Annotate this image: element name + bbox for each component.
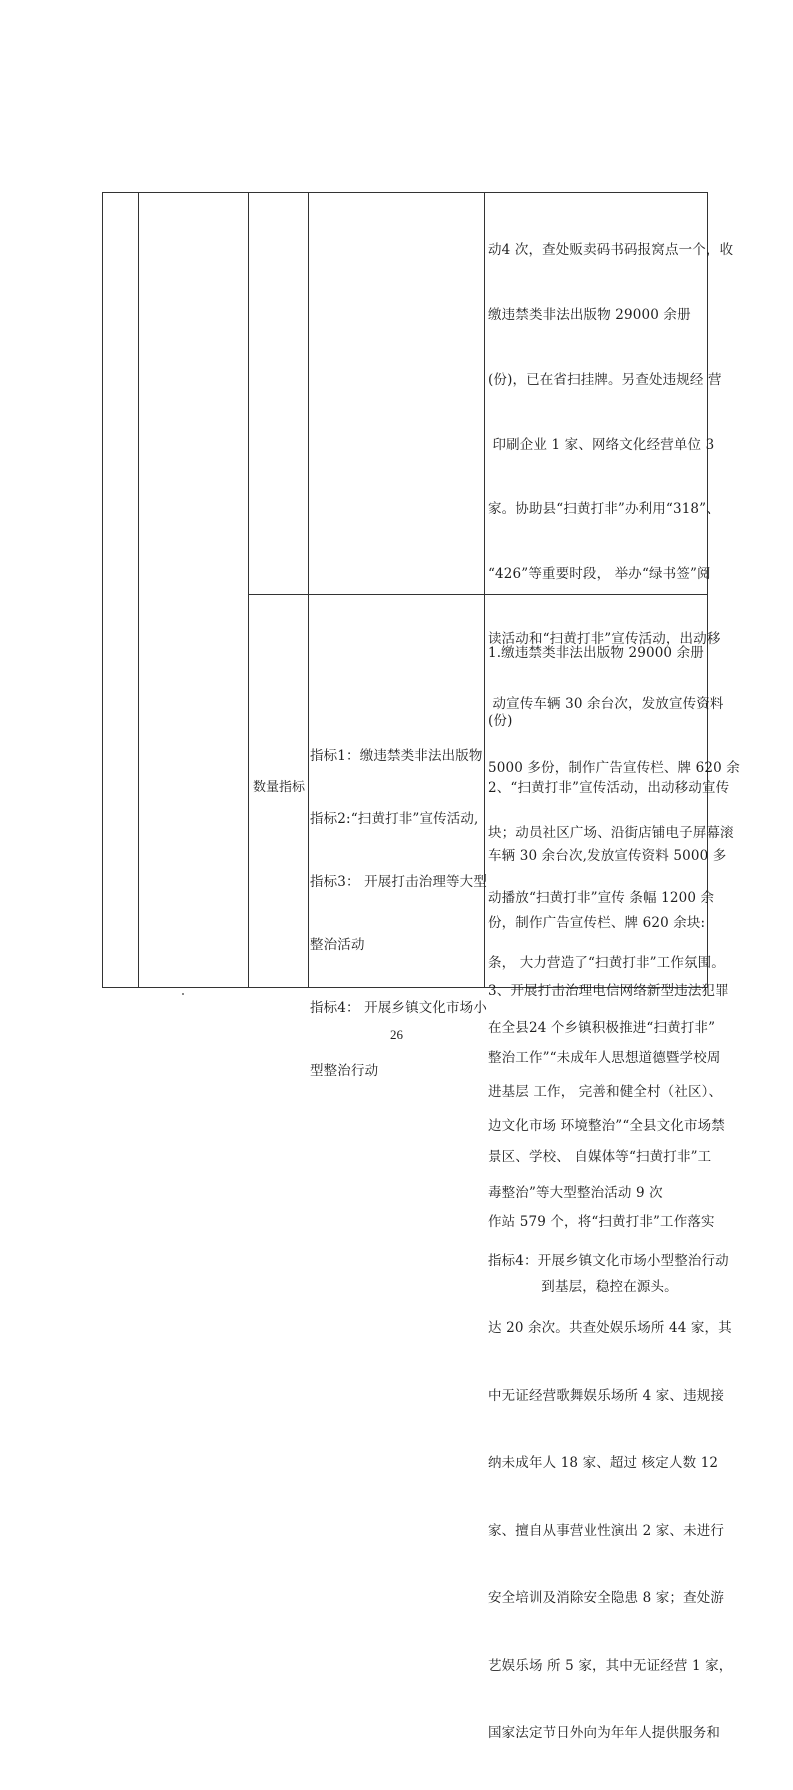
- indicator-line: 指标4： 开展乡镇文化市场小: [310, 1000, 487, 1016]
- value-line: 纳未成年人 18 家、超过 核定人数 12: [488, 1455, 719, 1471]
- text-line: (份)，已在省扫挂牌。另查处违规经 营: [488, 371, 722, 388]
- column-divider-1: [138, 192, 139, 988]
- text-line: 进基层 工作， 完善和健全村（社区）、: [488, 1084, 723, 1101]
- value-line: (份): [488, 712, 513, 729]
- text-line: 景区、学校、 自媒体等“扫黄打非”工: [488, 1149, 712, 1166]
- value-line: 车辆 30 余台次,发放宣传资料 5000 多: [488, 847, 727, 864]
- indicator-line: 指标2:“扫黄打非”宣传活动,: [310, 811, 479, 827]
- indicator-line: 指标3： 开展打击治理等大型: [310, 874, 487, 890]
- value-line: 家、擅自从事营业性演出 2 家、未进行: [488, 1522, 725, 1539]
- indicator-line: 型整治行动: [310, 1063, 379, 1079]
- value-line: 份，制作广告宣传栏、牌 620 余块:: [488, 915, 706, 931]
- text-line: 动4 次，查处贩卖码书码报窝点一个，收: [488, 242, 734, 259]
- indicator-list: [310, 704, 487, 1124]
- text-line: 缴违禁类非法出版物 29000 余册: [488, 306, 691, 323]
- text-line: “426”等重要时段， 举办“绿书签”阅: [488, 566, 711, 583]
- text-line: 5000 多份，制作广告宣传栏、牌 620 余: [488, 760, 740, 777]
- value-line: 达 20 余次。共查处娱乐场所 44 家，其: [488, 1320, 732, 1336]
- value-line: 安全培训及消除安全隐患 8 家；查处游: [488, 1590, 725, 1606]
- text-line: 条， 大力营造了“扫黄打非”工作氛围。: [488, 954, 725, 971]
- table-left-border: [102, 192, 103, 988]
- category-label: 数量指标: [252, 780, 305, 795]
- text-line: 到基层，稳控在源头。: [488, 1278, 678, 1295]
- value-line: 整治工作”“未成年人思想道德暨学校周: [488, 1050, 721, 1066]
- text-line: 块；动员社区广场、沿街店铺电子屏幕滚: [488, 825, 734, 842]
- indicator-values: [488, 597, 732, 1790]
- value-line: 2、“扫黄打非”宣传活动，出动移动宣传: [488, 780, 730, 796]
- column-divider-2: [248, 192, 249, 988]
- column-divider-3: [308, 192, 309, 988]
- text-line: 在全县24 个乡镇积极推进“扫黄打非”: [488, 1019, 716, 1036]
- table-top-border: [102, 192, 708, 193]
- value-line: 3、开展打击治理电信网络新型违法犯罪: [488, 982, 729, 999]
- text-line: 家。协助县“扫黄打非”办利用“318”、: [488, 501, 720, 518]
- text-line: 动宣传车辆 30 余台次，发放宣传资料: [488, 695, 724, 712]
- value-line: 1.缴违禁类非法出版物 29000 余册: [488, 645, 704, 661]
- text-line: 印刷企业 1 家、网络文化经营单位 3: [488, 436, 715, 453]
- performance-table: [102, 192, 740, 1741]
- value-line: 国家法定节日外向为年年人提供服务和: [488, 1725, 721, 1741]
- value-line: 毒整治”等大型整治活动 9 次: [488, 1185, 663, 1201]
- value-line: 指标4：开展乡镇文化市场小型整治行动: [488, 1252, 729, 1269]
- indicator-line: 整治活动: [310, 937, 365, 953]
- value-line: 中无证经营歌舞娱乐场所 4 家、违规接: [488, 1387, 725, 1404]
- text-line: 动播放“扫黄打非”宣传 条幅 1200 余: [488, 890, 715, 906]
- page-number: 26: [390, 1027, 403, 1042]
- value-line: 艺娱乐场 所 5 家，其中无证经营 1 家，: [488, 1657, 733, 1674]
- scan-speck: [182, 993, 184, 995]
- indicator-line: 指标1：缴违禁类非法出版物: [310, 748, 483, 764]
- value-line: 边文化市场 环境整治”“全县文化市场禁: [488, 1117, 725, 1134]
- text-line: 作站 579 个，将“扫黄打非”工作落实: [488, 1213, 715, 1230]
- text-line: 读活动和“扫黄打非”宣传活动，出动移: [488, 630, 721, 647]
